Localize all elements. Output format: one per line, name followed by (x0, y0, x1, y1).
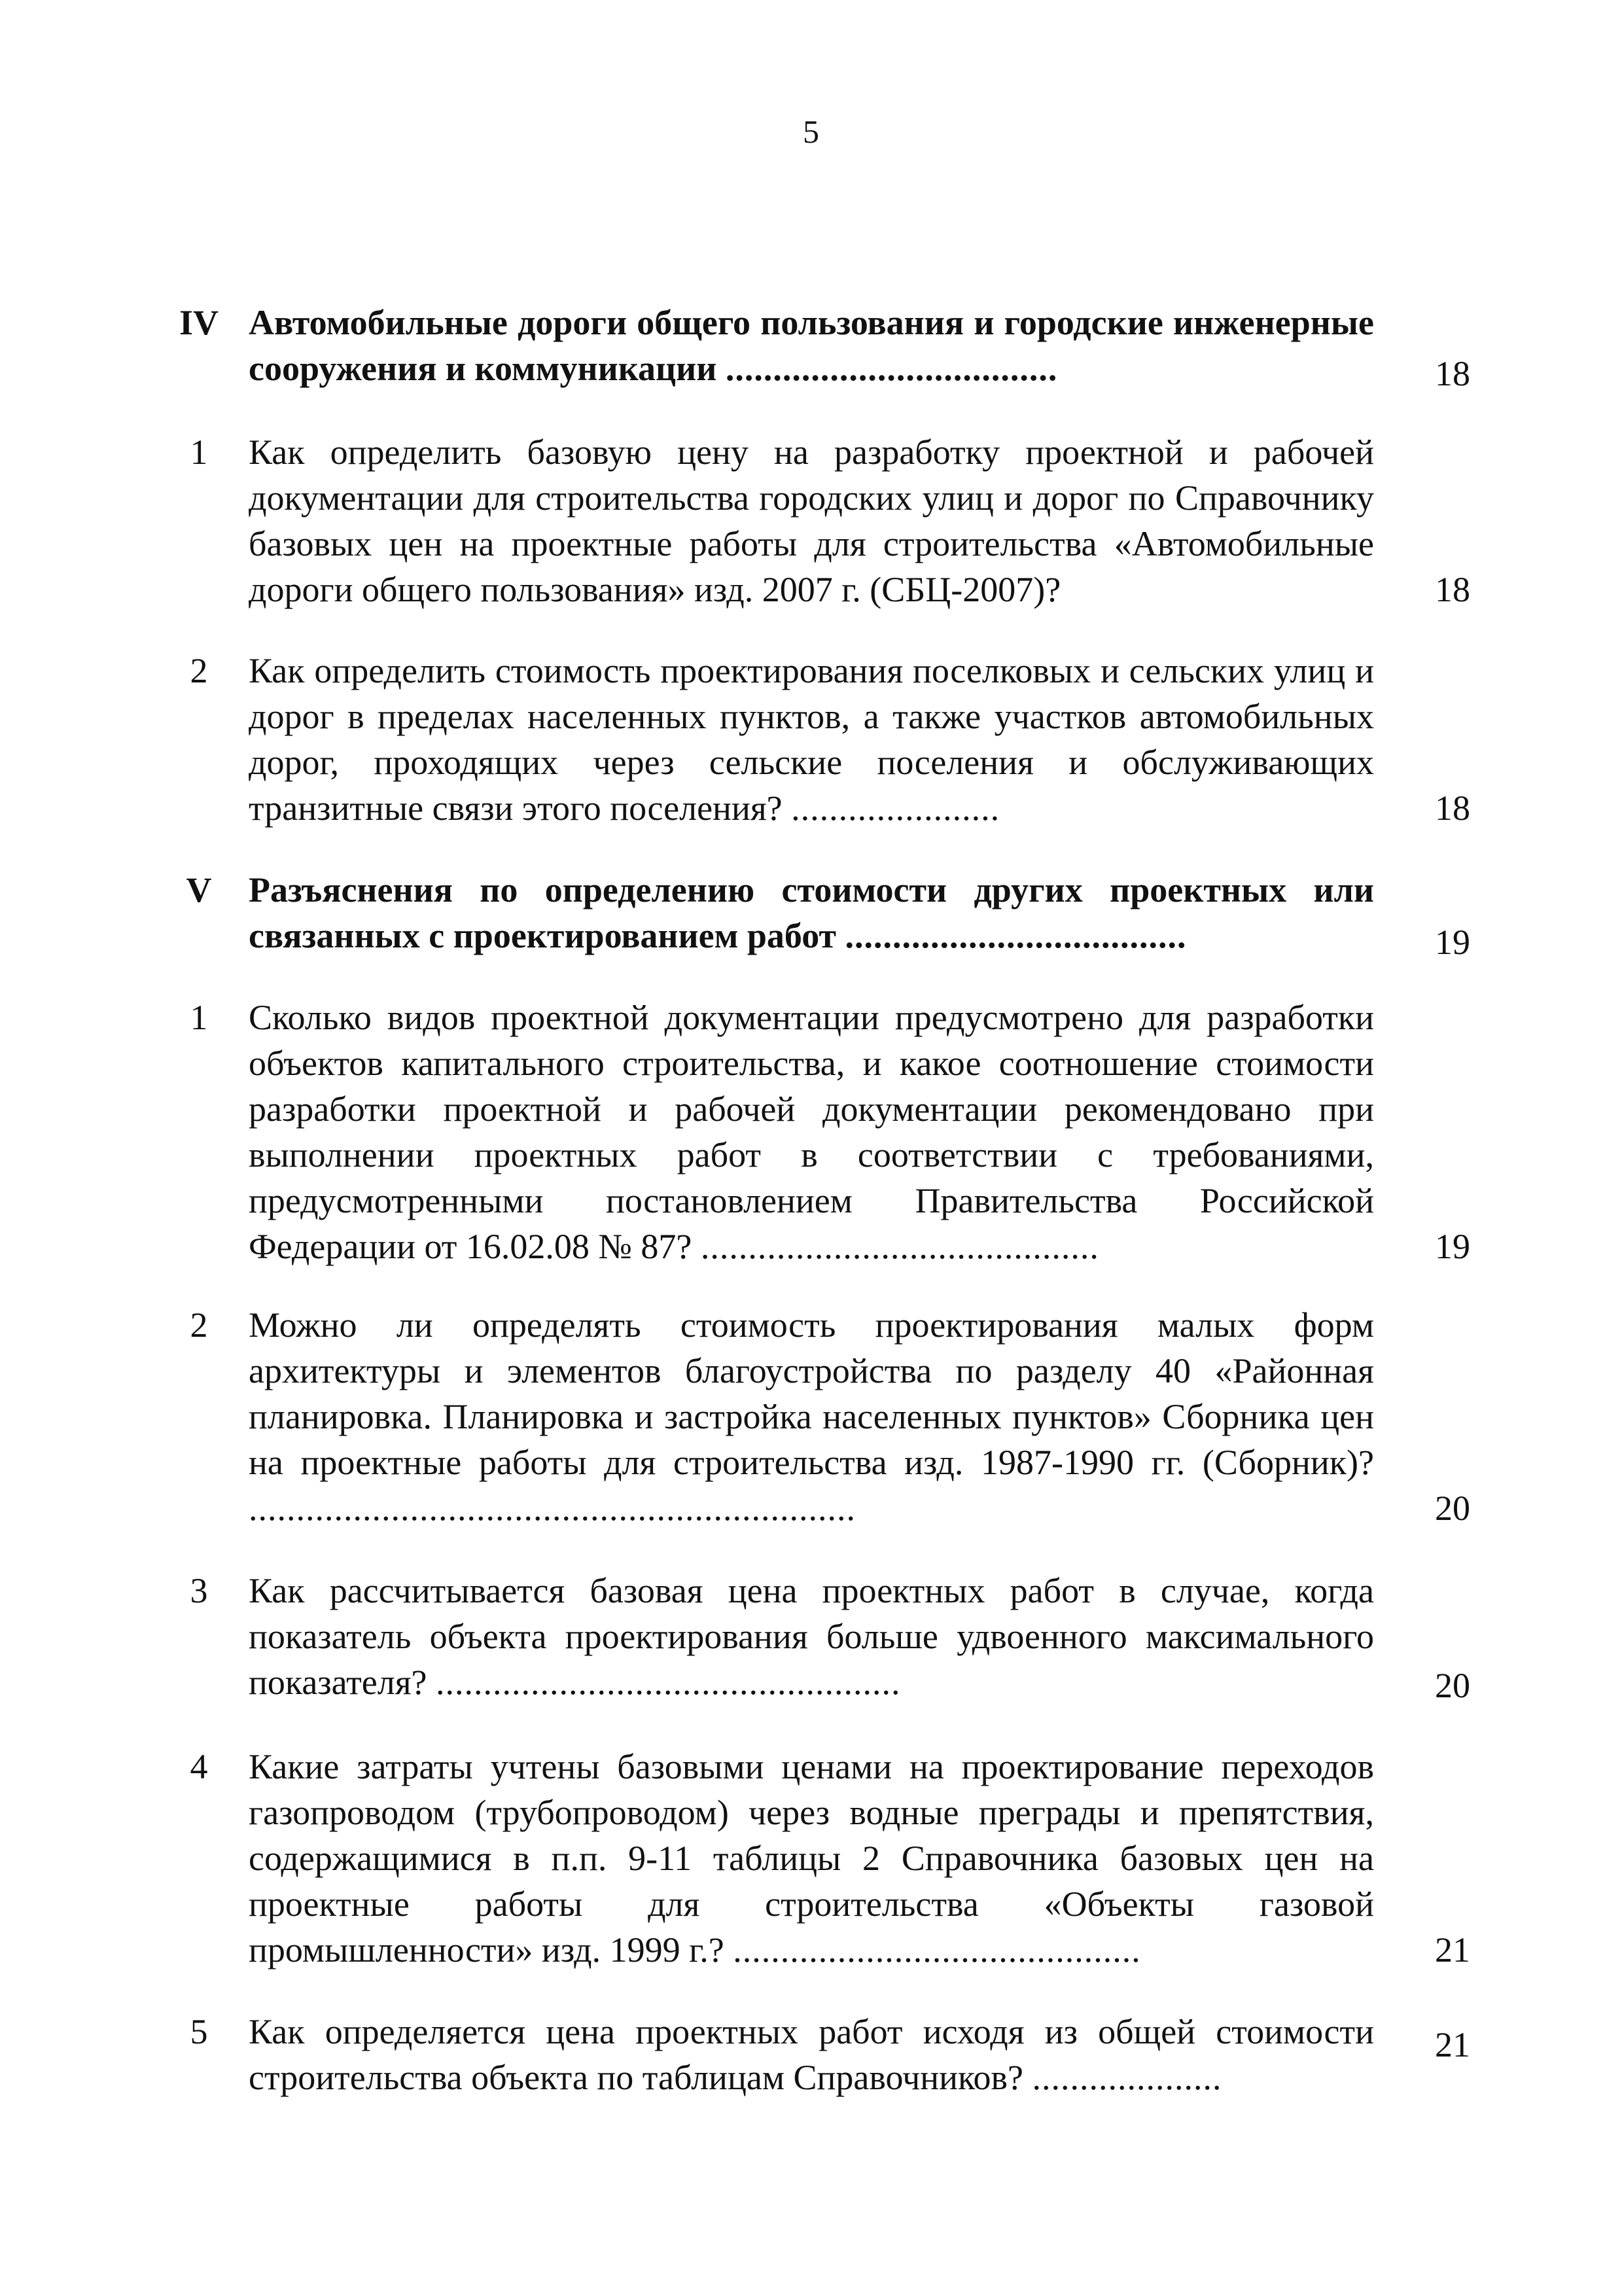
toc-text: Как определить базовую цену на разработку проектной и рабочей документации для строительства городских улиц и дорог по Справочнику базовых цен на проектные работы для строительства «Автомобильные дороги общего пользования» изд. 2007 г. (СБЦ-2007)? (249, 433, 1374, 609)
toc-title (249, 1744, 1374, 1973)
toc-dots: .......................................... (700, 1227, 1099, 1266)
toc-title (249, 648, 1374, 831)
toc-dots: ...................... (791, 788, 1000, 828)
toc-title (249, 995, 1374, 1269)
toc-text: Автомобильные дороги общего пользования и городские инженерные сооружения и коммуникации (249, 303, 1374, 388)
page-number: 5 (803, 113, 819, 150)
toc-text: Можно ли определять стоимость проектирования малых форм архитектуры и элементов благоустройства по разделу 40 «Районная планировка. Планировка и застройка населенных пунктов» Сборника цен на проектные работы для строительства изд. 1987-1990 гг. (Сборник)? (249, 1305, 1374, 1482)
toc-dots: ................................... (725, 349, 1058, 388)
toc-title (249, 1302, 1374, 1531)
toc-number: 1 (190, 998, 208, 1037)
toc-page: 20 (1435, 1666, 1470, 1705)
toc-text: Как определяется цена проектных работ исходя из общей стоимости строительства объекта по таблицам Справочников? (249, 2012, 1374, 2097)
toc-text: Как рассчитывается базовая цена проектных работ в случае, когда показатель объекта проектирования больше удвоенного максимального показателя? (249, 1571, 1374, 1702)
toc-page: 18 (1435, 354, 1470, 393)
toc-number: IV (179, 303, 219, 342)
toc-text: Как определить стоимость проектирования поселковых и сельских улиц и дорог в пределах населенных пунктов, а также участков автомобильных дорог, проходящих через сельские поселения и обслуживающих транзитные связи этого поселения? (249, 651, 1374, 828)
toc-dots: ........................................... (733, 1930, 1141, 1969)
toc-page: 18 (1435, 788, 1470, 828)
toc-page: 18 (1435, 570, 1470, 609)
toc-title (249, 1568, 1374, 1705)
toc-dots: .................... (1032, 2058, 1222, 2097)
toc-page: 20 (1435, 1489, 1470, 1528)
toc-dots: ................................................. (436, 1663, 901, 1702)
toc-page: 21 (1435, 2025, 1470, 2064)
toc-number: 4 (190, 1747, 208, 1786)
toc-number: V (186, 870, 212, 910)
toc-text: Сколько видов проектной документации предусмотрено для разработки объектов капитального строительства, и какое соотношение стоимости разработки проектной и рабочей документации рекомендовано при выполнении проектных работ в соответствии с требованиями, предусмотренными постановлением Правительства Российской Федерации от 16.02.08 № 87? (249, 998, 1374, 1266)
toc-number: 2 (190, 1305, 208, 1345)
toc-page: 19 (1435, 923, 1470, 962)
toc-dots: .................................... (845, 916, 1187, 955)
toc-page: 21 (1435, 1930, 1470, 1969)
toc-title (249, 867, 1374, 959)
toc-title (249, 429, 1374, 612)
toc-title (249, 300, 1374, 391)
toc-number: 3 (190, 1571, 208, 1610)
toc-title (249, 2009, 1374, 2100)
toc-text: Разъяснения по определению стоимости других проектных или связанных с проектированием работ (249, 870, 1374, 955)
toc-dots: ................................................................ (249, 1489, 856, 1528)
toc-number: 2 (190, 651, 208, 690)
toc-number: 5 (190, 2012, 208, 2051)
toc-text: Какие затраты учтены базовыми ценами на проектирование переходов газопроводом (трубопроводом) через водные преграды и препятствия, содержащимися в п.п. 9-11 таблицы 2 Справочника базовых цен на проектные работы для строительства «Объекты газовой промышленности» изд. 1999 г.? (249, 1747, 1374, 1969)
toc-number: 1 (190, 433, 208, 472)
toc-page: 19 (1435, 1227, 1470, 1266)
